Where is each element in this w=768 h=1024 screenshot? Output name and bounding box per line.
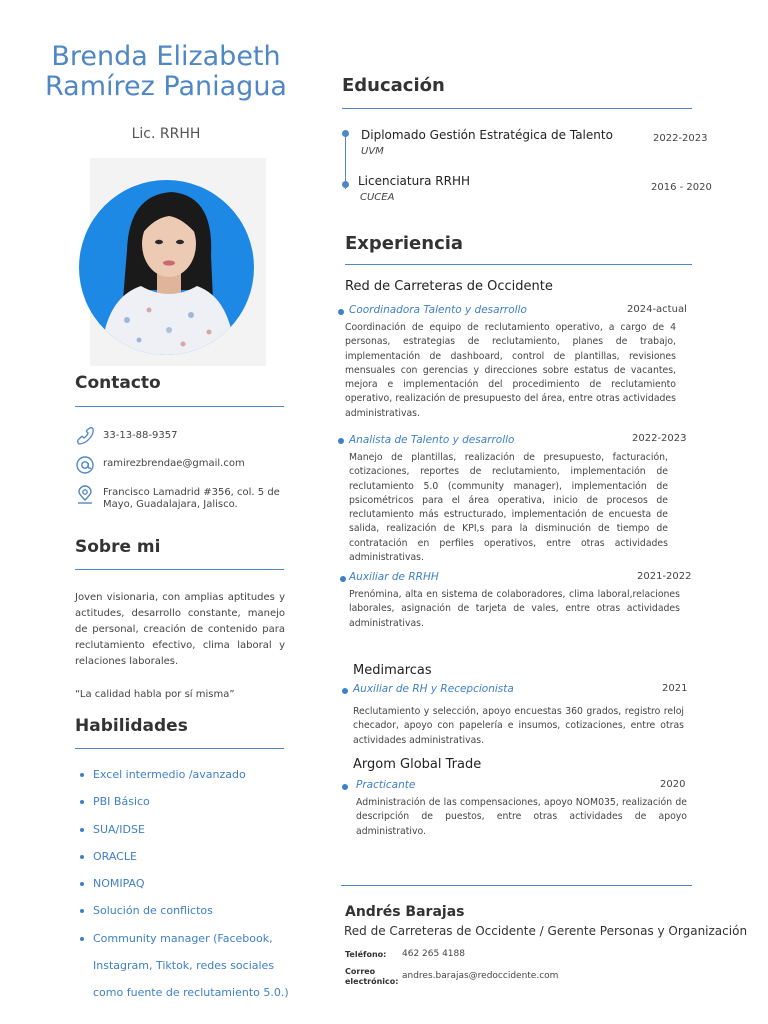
skill-item: SUA/IDSE [80, 816, 292, 843]
education-title: Licenciatura RRHH [358, 174, 471, 188]
education-divider [342, 108, 692, 109]
role-position: Practicante [356, 779, 416, 791]
role-description: Reclutamiento y selección, apoyo encuestas 360 grados, registro reloj checador, apoyo con papelería e insumos, cotizaciones, entre otras actividades administrativas. [353, 706, 684, 746]
reference-email-label [345, 967, 398, 987]
skill-item: NOMIPAQ [80, 870, 292, 897]
role-dates: 2021 [662, 683, 688, 694]
role-position: Auxiliar de RH y Recepcionista [353, 683, 514, 695]
about-divider [75, 569, 284, 570]
skill-item: Excel intermedio /avanzado [80, 761, 292, 788]
reference-email: andres.barajas@redoccidente.com [402, 971, 559, 981]
about-text: Joven visionaria, con amplias aptitudes y actitudes, desarrollo constante, manejo de personal, creación de contenido para reclutamiento efectivo, clima laboral y relaciones laborales. [75, 592, 285, 667]
experience-divider [345, 264, 692, 265]
at-sign-icon [75, 455, 97, 475]
education-dates: 2016 - 2020 [651, 182, 712, 193]
timeline-dot [342, 181, 349, 188]
company-name: Red de Carreteras de Occidente [345, 279, 553, 294]
reference-phone: 462 265 4188 [402, 949, 465, 959]
role-position: Coordinadora Talento y desarrollo [349, 304, 527, 316]
education-heading: Educación [342, 75, 445, 96]
education-title: Diplomado Gestión Estratégica de Talento [361, 128, 613, 142]
address-text [103, 485, 280, 511]
contact-address [75, 485, 290, 511]
role-dates: 2024-actual [627, 304, 687, 315]
address-line-1: Francisco Lamadrid #356, col. 5 de [103, 487, 280, 498]
role-description: Manejo de plantillas, realización de presupuesto, facturación, cotizaciones, reportes de reclutamiento, implementación de reclutamiento 5.0 (community manager), implementación de psicométricos para el área operativa, inicio de procesos de reclutamiento más estructurado, implementación de encuesta de salida, realización de KPI,s para la disminución de tiempo de contratación en perfiles operativos, entre otras actividades administrativas. [349, 452, 668, 564]
reference-company: Red de Carreteras de Occidente / Gerente Personas y Organización [344, 924, 748, 938]
location-pin-icon [75, 485, 97, 505]
company-name: Medimarcas [353, 663, 432, 678]
email-text: ramirezbrendae@gmail.com [103, 458, 245, 469]
email-label-line-1: Correo [345, 967, 376, 976]
role-position: Analista de Talento y desarrollo [349, 434, 515, 446]
reference-phone-label: Teléfono: [345, 950, 387, 959]
role-bullet [342, 688, 348, 694]
reference-divider [341, 885, 692, 886]
role-bullet [338, 438, 344, 444]
skill-item: Solución de conflictos [80, 897, 292, 924]
contact-email [75, 455, 290, 475]
phone-icon [75, 427, 97, 447]
role-description: Prenómina, alta en sistema de colaboradores, clima laboral,relaciones laborales, asignación de tarjeta de vales, entre otras actividades administrativas. [349, 589, 680, 629]
role-dates: 2020 [660, 779, 686, 790]
role-description: Administración de las compensaciones, apoyo NOM035, realización de descripción de puestos, entre otras actividades de apoyo administrativo. [356, 797, 687, 837]
skill-item: PBI Básico [80, 788, 292, 815]
skill-item: ORACLE [80, 843, 292, 870]
portrait-illustration [79, 180, 254, 355]
skill-item-continuation: como fuente de reclutamiento 5.0.) [93, 986, 289, 1000]
role-bullet [338, 309, 344, 315]
education-institution: UVM [361, 146, 384, 157]
about-heading: Sobre mi [75, 537, 161, 557]
candidate-title: Lic. RRHH [131, 126, 201, 142]
skill-item: Community manager (Facebook, [80, 925, 292, 952]
address-line-2: Mayo, Guadalajara, Jalisco. [103, 499, 238, 510]
email-label-line-2: electrónico: [345, 977, 399, 986]
reference-name: Andrés Barajas [345, 904, 465, 920]
education-institution: CUCEA [360, 192, 395, 203]
skill-item-continuation: Instagram, Tiktok, redes sociales [93, 959, 275, 973]
about-quote: “La calidad habla por sí misma” [75, 689, 235, 700]
name-line-1: Brenda Elizabeth [51, 41, 281, 72]
skills-heading: Habilidades [75, 716, 188, 736]
role-position: Auxiliar de RRHH [349, 571, 439, 583]
role-bullet [340, 576, 346, 582]
role-bullet [342, 784, 348, 790]
profile-photo [79, 180, 254, 355]
name-line-2: Ramírez Paniagua [45, 71, 287, 102]
role-description: Coordinación de equipo de reclutamiento operativo, a cargo de 4 personas, estrategias de reclutamiento, planes de trabajo, implementación de dashboard, control de plantillas, revisiones mensuales con gerencias y direcciones sobre estatus de vacantes, mejora e implementación del procedimiento de reclutamiento operativo, realización de presupuesto del área, entre otras actividades administrativas. [345, 322, 676, 419]
candidate-name [20, 42, 312, 102]
role-dates: 2022-2023 [632, 433, 687, 444]
timeline-dot [342, 130, 349, 137]
contact-phone [75, 427, 290, 447]
contact-heading: Contacto [75, 373, 161, 393]
experience-heading: Experiencia [345, 233, 464, 254]
skills-list [80, 761, 292, 1007]
role-dates: 2021-2022 [637, 571, 692, 582]
education-dates: 2022-2023 [653, 133, 708, 144]
skills-divider [75, 748, 284, 749]
company-name: Argom Global Trade [353, 757, 482, 772]
phone-text: 33-13-88-9357 [103, 430, 178, 441]
contact-divider [75, 406, 284, 407]
